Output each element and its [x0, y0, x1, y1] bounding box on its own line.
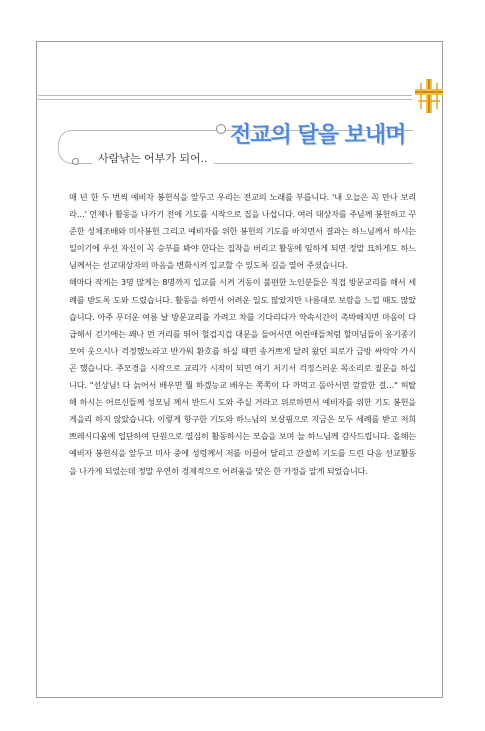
- article-body: [69, 189, 416, 480]
- subtitle-ornament-dot: [72, 158, 79, 165]
- paragraph: 해마다 작게는 3명 많게는 8명까지 입교를 시켜 거동이 불편한 노인분들은 직접 방문교리를 해서 세례를 받도록 도와 드렸습니다. 활동을 하면서 어려운 일도 많았지만 나름대로 보람을 느낄 때도 많았습니다. 아주 무더운 여름 날 방문교리를 가려고 차를 기다리다가 약속시간이 촉박해지면 마음이 다급해서 걷기에는 꽤나 먼 거리를 뛰어 헐겁지겁 대문을 들어서면 어린애들처럼 할머님들이 옹기종기 모여 웃으시나 걱정했노라고 반가워 환호를 하실 때면 송거쁘게 달려 왔던 피로가 금방 싸악악 가시곤 했습니다. 주모경을 시작으로 교리가 시작이 되면 여기 저기서 걱정스러운 목소리로 질문을 하십니다. "선상님! 다 늙어서 배우면 뭘 하겠능교 배우는 쪽쪽이 다 까먹고 돌아서면 깜깜한 걸…" 허탈해 하시는 어르신들께 성모님 께서 반드시 도와 주실 거라고 위로하면서 예비자를 위한 기도 봉헌을 게을리 하지 않았습니다. 이렇게 항구한 기도와 하느님의 보살핌으로 지금은 모두 세례를 받고 저희 쁘레시디움에 입단하여 단원으로 열심히 활동하시는 모습을 보며 늘 하느님께 감사드립니다. 올해는 예비자 봉헌식을 앞두고 미사 중에 성령께서 저를 이끌어 달리고 간절히 기도를 드린 다음 선교활동을 나가게 되었는데 정말 우연히 경제적으로 어려움을 맞은 한 가정을 알게 되었습니다.: [69, 277, 416, 476]
- page-title: 전교의 달을 보내며: [230, 123, 406, 148]
- title-ornament-dot: [216, 124, 226, 134]
- paragraph: 매 년 한 두 번씩 예비자 봉헌식을 앞두고 우리는 전교의 노래를 부릅니다. '내 오늘은 꼭 만나 보리라…' 언제나 활동을 나가기 전에 기도를 시작으로 집을 나섭니다. 여러 대상자를 주님께 봉헌하고 꾸준한 성체조배와 미사봉헌 그리고 예비자를 위한 봉헌의 기도를 바치면서 결과는 하느님께서 하시는 일이기에 우선 자신이 꼭 승부를 봐야 한다는 집착을 버리고 활동에 임하게 되면 정말 묘하게도 하느님께서는 선교대상자의 마음을 변화시켜 입교할 수 있도록 길을 열어 주셨습니다.: [69, 192, 416, 271]
- page-subtitle: 사람낚는 어부가 되어..: [92, 150, 214, 166]
- cross-emblem-icon: [414, 78, 444, 114]
- top-divider: [38, 95, 412, 100]
